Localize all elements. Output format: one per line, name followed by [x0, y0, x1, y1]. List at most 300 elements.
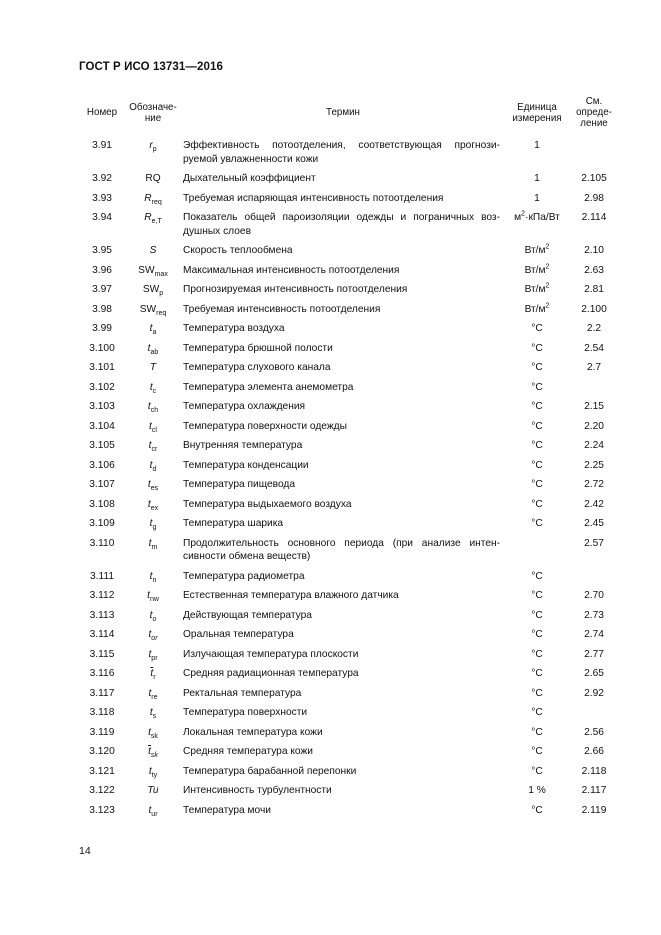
table-row — [78, 319, 620, 339]
unit-superscript: 2 — [545, 282, 550, 290]
term-text: Температура мочи — [183, 804, 271, 816]
term-unit — [506, 742, 568, 762]
symbol-base: R — [144, 192, 152, 204]
term-unit — [506, 703, 568, 723]
term-unit — [506, 664, 568, 684]
definition-reference: 2.20 — [584, 420, 604, 432]
symbol-base: t — [148, 648, 152, 660]
definition-reference: 2.42 — [584, 498, 604, 510]
definition-reference: 2.57 — [584, 537, 604, 549]
unit-text: °C — [531, 648, 543, 660]
term-unit — [506, 625, 568, 645]
term-number: 3.103 — [89, 401, 115, 412]
header-symbol: Обозначе- ние — [129, 101, 177, 124]
unit-superscript: 2 — [521, 210, 526, 218]
unit-text: 1 — [534, 192, 540, 204]
symbol-base: t — [149, 609, 153, 621]
term-number: 3.118 — [89, 707, 115, 718]
definition-reference — [568, 136, 620, 169]
symbol-subscript: ch — [150, 407, 159, 415]
unit-tail: ·кПа/Вт — [525, 212, 560, 223]
unit-superscript: 2 — [545, 243, 550, 251]
definition-reference: 2.100 — [581, 303, 607, 315]
symbol-subscript: cl — [151, 426, 157, 434]
term-text: Температура конденсации — [183, 459, 309, 471]
definition-reference: 2.114 — [581, 212, 607, 223]
unit-text: °C — [531, 342, 543, 354]
unit-text: °C — [531, 401, 543, 412]
header-number: Номер — [86, 107, 118, 118]
symbol-base: t — [149, 420, 152, 432]
symbol-subscript: cr — [151, 446, 158, 454]
table-header — [78, 96, 620, 136]
symbol-base: t — [148, 687, 152, 699]
term-unit — [506, 534, 568, 567]
term-symbol — [126, 436, 180, 456]
term-unit — [506, 339, 568, 359]
term-unit — [506, 136, 568, 169]
term-symbol — [126, 241, 180, 261]
symbol-subscript: sk — [150, 732, 158, 740]
term-unit — [506, 586, 568, 606]
symbol-base: t — [149, 459, 153, 471]
term-number: 3.122 — [89, 785, 115, 796]
term-symbol — [126, 567, 180, 587]
term-number: 3.109 — [89, 518, 115, 529]
term-number: 3.92 — [92, 173, 112, 184]
symbol-subscript: m — [151, 543, 158, 551]
unit-text: Вт/м — [524, 303, 546, 315]
term-text: Продолжительность основного периода (при анализе интен-сивности обмена веществ) — [183, 537, 500, 562]
table-row — [78, 208, 620, 241]
term-symbol — [126, 742, 180, 762]
definition-reference: 2.72 — [584, 479, 604, 490]
symbol-base: t — [147, 479, 151, 490]
unit-text: °C — [531, 590, 543, 601]
definition-reference — [568, 567, 620, 587]
unit-text: °C — [531, 804, 543, 816]
symbol-base: r — [149, 140, 153, 151]
term-unit — [506, 645, 568, 665]
term-text: Температура поверхности — [183, 707, 308, 718]
term-symbol — [126, 261, 180, 281]
term-unit — [506, 567, 568, 587]
page-number: 14 — [79, 845, 91, 857]
term-unit — [506, 684, 568, 704]
symbol-subscript: g — [152, 524, 157, 532]
symbol-subscript: d — [152, 465, 157, 473]
definition-reference: 2.74 — [584, 629, 604, 640]
term-symbol — [126, 781, 180, 801]
term-text: Требуемая испаряющая интенсивность потоотделения — [183, 192, 444, 204]
term-symbol — [126, 339, 180, 359]
symbol-base: SW — [139, 303, 157, 315]
term-text: Температура брюшной полости — [183, 342, 333, 354]
term-text: Температура барабанной перепонки — [183, 765, 357, 777]
definition-reference: 2.45 — [584, 518, 604, 529]
term-number: 3.93 — [92, 192, 112, 204]
table-row — [78, 684, 620, 704]
term-unit — [506, 208, 568, 241]
table-row — [78, 280, 620, 300]
table-row — [78, 801, 620, 821]
table-row — [78, 495, 620, 515]
term-symbol — [126, 534, 180, 567]
symbol-base: t — [148, 629, 152, 640]
symbol-subscript: ab — [150, 348, 159, 356]
term-number: 3.106 — [89, 459, 115, 471]
symbol-base: SW — [142, 284, 160, 295]
symbol-base: t — [149, 381, 153, 393]
terms-table — [78, 96, 620, 820]
symbol-base: $\overline{t}$ — [148, 746, 151, 757]
term-symbol — [126, 319, 180, 339]
term-text: Температура слухового канала — [183, 362, 331, 373]
term-unit — [506, 495, 568, 515]
table-row — [78, 606, 620, 626]
term-symbol — [126, 300, 180, 320]
table-row — [78, 169, 620, 189]
term-symbol — [126, 189, 180, 209]
term-symbol — [126, 378, 180, 398]
term-number: 3.112 — [89, 590, 115, 601]
table-row — [78, 534, 620, 567]
unit-text: 1 % — [528, 785, 546, 796]
header-definition: См. опреде- ление — [576, 96, 612, 129]
term-text: Температура поверхности одежды — [183, 420, 347, 432]
term-number: 3.115 — [89, 648, 115, 660]
term-number: 3.110 — [89, 537, 115, 549]
symbol-base: t — [147, 590, 150, 601]
definition-reference: 2.118 — [581, 765, 607, 777]
unit-text: °C — [531, 420, 543, 432]
term-symbol — [126, 280, 180, 300]
symbol-subscript: req — [151, 198, 162, 206]
unit-text: °C — [531, 323, 543, 334]
definition-reference: 2.2 — [586, 323, 602, 334]
term-number: 3.108 — [89, 498, 115, 510]
definition-reference: 2.56 — [584, 726, 604, 738]
definition-reference: 2.81 — [584, 284, 604, 295]
term-number: 3.119 — [89, 726, 115, 738]
term-symbol — [126, 475, 180, 495]
term-text: Внутренняя температура — [183, 440, 303, 451]
table-row — [78, 586, 620, 606]
term-symbol — [126, 169, 180, 189]
term-symbol — [126, 664, 180, 684]
symbol-subscript: a — [152, 329, 157, 337]
table-row — [78, 189, 620, 209]
header-term: Термин — [326, 107, 360, 118]
term-text: Излучающая температура плоскости — [183, 648, 359, 660]
symbol-base: T — [149, 362, 157, 373]
term-unit — [506, 397, 568, 417]
term-unit — [506, 358, 568, 378]
term-text: Максимальная интенсивность потоотделения — [183, 264, 400, 276]
table-row — [78, 723, 620, 743]
definition-reference: 2.70 — [584, 590, 604, 601]
definition-reference: 2.10 — [584, 245, 604, 256]
unit-text: °C — [531, 746, 543, 757]
table-row — [78, 742, 620, 762]
symbol-base: t — [147, 498, 151, 510]
table-row — [78, 625, 620, 645]
term-number: 3.105 — [89, 440, 115, 451]
unit-text: °C — [531, 570, 543, 582]
definition-reference: 2.7 — [586, 362, 602, 373]
unit-superscript: 2 — [545, 263, 550, 271]
term-number: 3.95 — [92, 245, 112, 256]
term-unit — [506, 417, 568, 437]
term-unit — [506, 241, 568, 261]
table-row — [78, 241, 620, 261]
unit-text: °C — [531, 518, 543, 529]
table-row — [78, 567, 620, 587]
term-text: Требуемая интенсивность потоотделения — [183, 303, 381, 315]
unit-text: Вт/м — [524, 284, 546, 295]
term-text: Средняя температура кожи — [183, 746, 313, 757]
symbol-subscript: or — [151, 635, 158, 643]
term-unit — [506, 189, 568, 209]
table-row — [78, 645, 620, 665]
symbol-subscript: e,T — [151, 218, 162, 226]
definition-reference — [568, 378, 620, 398]
term-number: 3.97 — [92, 284, 112, 295]
term-unit — [506, 606, 568, 626]
term-text: Температура выдыхаемого воздуха — [183, 498, 352, 510]
document-header: ГОСТ Р ИСО 13731—2016 — [79, 61, 224, 73]
term-symbol — [126, 586, 180, 606]
term-text: Температура воздуха — [183, 323, 285, 334]
symbol-base: $\overline{t}$ — [150, 668, 154, 679]
symbol-base: t — [148, 537, 152, 549]
term-text: Естественная температура влажного датчика — [183, 590, 399, 601]
term-text: Температура пищевода — [183, 479, 296, 490]
term-unit — [506, 723, 568, 743]
term-unit — [506, 762, 568, 782]
definition-reference: 2.63 — [584, 264, 604, 276]
symbol-base: t — [148, 804, 152, 816]
symbol-base: t — [148, 765, 152, 777]
term-number: 3.107 — [89, 479, 115, 490]
term-text: Локальная температура кожи — [183, 726, 323, 738]
symbol-subscript: nw — [149, 596, 159, 604]
term-symbol — [126, 136, 180, 169]
term-symbol — [126, 723, 180, 743]
unit-text: °C — [531, 381, 543, 393]
symbol-subscript: re — [151, 693, 158, 701]
unit-text: 1 — [534, 140, 540, 151]
term-unit — [506, 319, 568, 339]
term-number: 3.91 — [92, 140, 112, 151]
term-text: Оральная температура — [183, 629, 294, 640]
term-text: Дыхательный коэффициент — [183, 173, 316, 184]
table-row — [78, 475, 620, 495]
term-text: Эффективность потоотделения, соответствующая прогнози-руемой увлажненности кожи — [183, 140, 500, 165]
symbol-base: t — [147, 342, 151, 354]
symbol-base: t — [148, 726, 151, 738]
term-number: 3.96 — [92, 264, 112, 276]
symbol-base: t — [149, 707, 153, 718]
symbol-subscript: max — [154, 270, 168, 278]
term-text: Температура элемента анемометра — [183, 381, 354, 393]
unit-text: м — [514, 212, 522, 223]
table-row — [78, 436, 620, 456]
term-symbol — [126, 358, 180, 378]
term-unit — [506, 169, 568, 189]
symbol-base: R — [144, 212, 152, 223]
table-row — [78, 339, 620, 359]
definition-reference: 2.24 — [584, 440, 604, 451]
unit-text: °C — [531, 668, 543, 679]
term-symbol — [126, 397, 180, 417]
term-symbol — [126, 417, 180, 437]
unit-text: °C — [531, 440, 543, 451]
term-symbol — [126, 762, 180, 782]
definition-reference: 2.65 — [584, 668, 604, 679]
table-row — [78, 664, 620, 684]
table-row — [78, 136, 620, 169]
term-text: Средняя радиационная температура — [183, 668, 359, 679]
term-text: Температура радиометра — [183, 570, 305, 582]
unit-text: °C — [531, 765, 543, 777]
table-row — [78, 456, 620, 476]
unit-text: °C — [531, 459, 543, 471]
term-number: 3.101 — [89, 362, 115, 373]
term-text: Интенсивность турбулентности — [183, 785, 332, 796]
term-text: Действующая температура — [183, 609, 312, 621]
term-text: Температура шарика — [183, 518, 284, 529]
symbol-subscript: ex — [150, 504, 159, 512]
term-text: Прогнозируемая интенсивность потоотделения — [183, 284, 408, 295]
unit-text: °C — [531, 629, 543, 640]
definition-reference: 2.54 — [584, 342, 604, 354]
unit-text: °C — [531, 687, 543, 699]
table-row — [78, 378, 620, 398]
term-number: 3.116 — [89, 668, 115, 679]
term-unit — [506, 456, 568, 476]
term-unit — [506, 514, 568, 534]
term-unit — [506, 436, 568, 456]
unit-text: Вт/м — [524, 245, 546, 256]
symbol-subscript: p — [152, 146, 157, 154]
term-symbol — [126, 495, 180, 515]
unit-text: °C — [531, 362, 543, 373]
definition-reference: 2.77 — [584, 648, 604, 660]
definition-reference: 2.119 — [581, 804, 607, 816]
symbol-base: t — [148, 440, 152, 451]
symbol-subscript: es — [150, 485, 159, 493]
term-number: 3.98 — [92, 303, 112, 315]
symbol-subscript: ty — [151, 771, 158, 779]
definition-reference: 2.73 — [584, 609, 604, 621]
table-row — [78, 762, 620, 782]
term-unit — [506, 300, 568, 320]
term-symbol — [126, 645, 180, 665]
table-row — [78, 703, 620, 723]
symbol-subscript: n — [152, 576, 157, 584]
symbol-base: t — [149, 518, 153, 529]
term-unit — [506, 280, 568, 300]
definition-reference: 2.105 — [581, 173, 607, 184]
symbol-base: t — [147, 401, 151, 412]
term-text: Скорость теплообмена — [183, 245, 293, 256]
unit-text: Вт/м — [524, 264, 546, 276]
symbol-subscript: ur — [151, 810, 158, 818]
table-row — [78, 358, 620, 378]
symbol-base: S — [149, 245, 157, 256]
term-symbol — [126, 703, 180, 723]
symbol-subscript: p — [159, 290, 164, 298]
symbol-subscript: c — [152, 387, 157, 395]
term-number: 3.100 — [89, 342, 115, 354]
symbol-subscript: s — [152, 713, 157, 721]
term-number: 3.104 — [89, 420, 115, 432]
unit-text: °C — [531, 707, 543, 718]
symbol-subscript: r — [153, 674, 156, 682]
unit-text: °C — [531, 609, 543, 621]
table-body — [78, 136, 620, 820]
symbol-subscript: sk — [150, 752, 158, 760]
term-text: Показатель общей паροизоляции одежды и пограничных воз-душных слоев — [183, 212, 500, 237]
term-unit — [506, 475, 568, 495]
symbol-base: SW — [138, 264, 155, 276]
unit-text: 1 — [534, 173, 540, 184]
symbol-base: RQ — [145, 173, 161, 184]
term-symbol — [126, 514, 180, 534]
term-number: 3.113 — [89, 609, 115, 621]
term-number: 3.102 — [89, 381, 115, 393]
term-symbol — [126, 625, 180, 645]
table-row — [78, 417, 620, 437]
term-symbol — [126, 684, 180, 704]
symbol-base: Tu — [147, 785, 159, 796]
definition-reference: 2.15 — [584, 401, 604, 412]
term-text: Температура охлаждения — [183, 401, 306, 412]
header-unit: Единица измерения — [512, 101, 562, 124]
term-text: Ректальная температура — [183, 687, 302, 699]
symbol-subscript: pr — [151, 654, 158, 662]
term-number: 3.114 — [89, 629, 115, 640]
table-row — [78, 397, 620, 417]
unit-text: °C — [531, 479, 543, 490]
term-unit — [506, 378, 568, 398]
term-symbol — [126, 208, 180, 241]
term-number: 3.94 — [92, 212, 112, 223]
term-number: 3.99 — [92, 323, 112, 334]
term-number: 3.123 — [89, 804, 115, 816]
definition-reference: 2.25 — [584, 459, 604, 471]
term-number: 3.121 — [89, 765, 115, 777]
symbol-base: t — [149, 323, 153, 334]
symbol-subscript: o — [152, 615, 157, 623]
symbol-subscript: req — [156, 309, 167, 317]
term-number: 3.111 — [90, 570, 114, 582]
term-symbol — [126, 606, 180, 626]
term-number: 3.117 — [89, 687, 115, 699]
term-number: 3.120 — [89, 746, 115, 757]
term-unit — [506, 801, 568, 821]
definition-reference — [568, 703, 620, 723]
symbol-base: t — [149, 570, 153, 582]
table-row — [78, 300, 620, 320]
table-row — [78, 514, 620, 534]
unit-superscript: 2 — [545, 302, 550, 310]
unit-text: °C — [531, 498, 543, 510]
table-row — [78, 261, 620, 281]
term-unit — [506, 261, 568, 281]
term-unit — [506, 781, 568, 801]
